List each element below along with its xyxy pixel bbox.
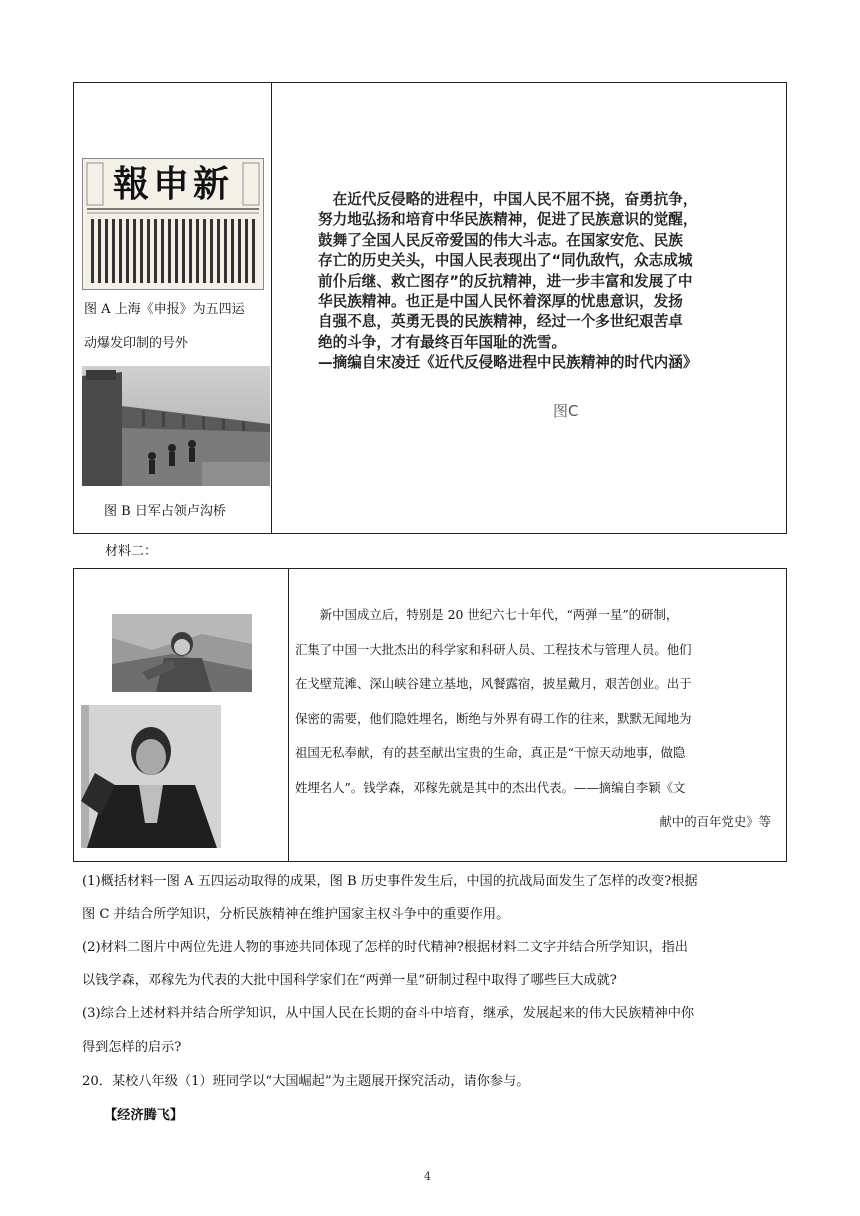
question-20: 20．某校八年级（1）班同学以“大国崛起”为主题展开探究活动，请你参与。 <box>82 1074 530 1089</box>
question-1-line1: (1)概括材料一图 A 五四运动取得的成果，图 B 历史事件发生后，中国的抗战局面发生了怎样的改变?根据 <box>82 874 698 889</box>
scientist-photo-1 <box>112 614 252 692</box>
material2-line: 在戈壁荒滩、深山峡谷建立基地，风餐露宿，披星戴月，艰苦创业。出于 <box>295 676 692 691</box>
figure-c-line: 存亡的历史关头，中国人民表现出了“同仇敌忾，众志成城 <box>318 252 693 270</box>
page-number: 4 <box>424 1170 431 1183</box>
figure-c-line: 前仆后继、救亡图存”的反抗精神，进一步丰富和发展了中 <box>318 272 693 290</box>
figure-b-caption: 图 B 日军占领卢沟桥 <box>104 504 226 519</box>
material2-source: 献中的百年党史》等 <box>659 814 771 829</box>
scientist-illustration-1 <box>112 614 252 692</box>
figure-c-line: 努力地弘扬和培育中华民族精神，促进了民族意识的觉醒， <box>318 211 698 229</box>
figure-c-source: —摘编自宋凌迁《近代反侵略进程中民族精神的时代内涵》 <box>318 354 698 372</box>
figure-a-caption-line1: 图 A 上海《申报》为五四运 <box>84 302 245 317</box>
bridge-illustration <box>82 366 270 486</box>
figure-c-label: 图C <box>553 402 579 420</box>
material2-line: 新中国成立后，特别是 20 世纪六七十年代，“两弹一星”的研制， <box>295 607 679 622</box>
question-3-line1: (3)综合上述材料并结合所学知识，从中国人民在长期的奋斗中培育，继承，发展起来的伟大民族精神中你 <box>82 1006 695 1021</box>
material2-line: 祖国无私奉献，有的甚至献出宝贵的生命，真正是“干惊天动地事，做隐 <box>295 745 686 760</box>
material2-text <box>295 598 775 840</box>
question-2-line1: (2)材料二图片中两位先进人物的事迹共同体现了怎样的时代精神?根据材料二文字并结合所学知识，指出 <box>82 940 688 955</box>
figure-a-caption-line2: 动爆发印制的号外 <box>84 336 189 351</box>
figure-c-line: 华民族精神。也正是中国人民怀着深厚的忧患意识，发扬 <box>318 292 683 310</box>
figure-c-line: 绝的斗争，才有最终百年国耻的洗雪。 <box>318 333 567 351</box>
figure-c-quote <box>318 190 788 374</box>
figure-c-line: 鼓舞了全国人民反帝爱国的伟大斗志。在国家安危、民族 <box>318 231 683 249</box>
figure-c-line: 自强不息，英勇无畏的民族精神，经过一个多世纪艰苦卓 <box>318 313 683 331</box>
material2-line: 汇集了中国一大批杰出的科学家和科研人员、工程技术与管理人员。他们 <box>295 641 692 657</box>
material2-line: 姓埋名人”。钱学森，邓稼先就是其中的杰出代表。——摘编自李颖《文 <box>295 779 686 795</box>
newspaper-masthead: 新申報 <box>112 163 233 205</box>
scientist-photo-2 <box>81 705 221 848</box>
material2-line: 保密的需要，他们隐姓埋名，断绝与外界有碍工作的往来，默默无闻地为 <box>295 710 692 726</box>
question-1-line2: 图 C 并结合所学知识，分析民族精神在维护国家主权斗争中的重要作用。 <box>82 907 510 922</box>
question-3-line2: 得到怎样的启示? <box>82 1040 182 1055</box>
figure-a-newspaper-image <box>82 158 264 290</box>
material2-column-divider <box>288 568 289 862</box>
section-heading: 【经济腾飞】 <box>104 1108 184 1123</box>
scientist-illustration-2 <box>81 705 221 848</box>
material1-column-divider <box>271 82 272 534</box>
material2-label: 材料二： <box>105 544 158 559</box>
figure-c-line: 在近代反侵略的进程中，中国人民不屈不挠，奋勇抗争， <box>318 191 698 208</box>
figure-b-lugou-bridge-photo <box>82 366 270 486</box>
question-2-line2: 以钱学森，邓稼先为代表的大批中国科学家们在“两弹一星”研制过程中取得了哪些巨大成就? <box>82 973 617 988</box>
